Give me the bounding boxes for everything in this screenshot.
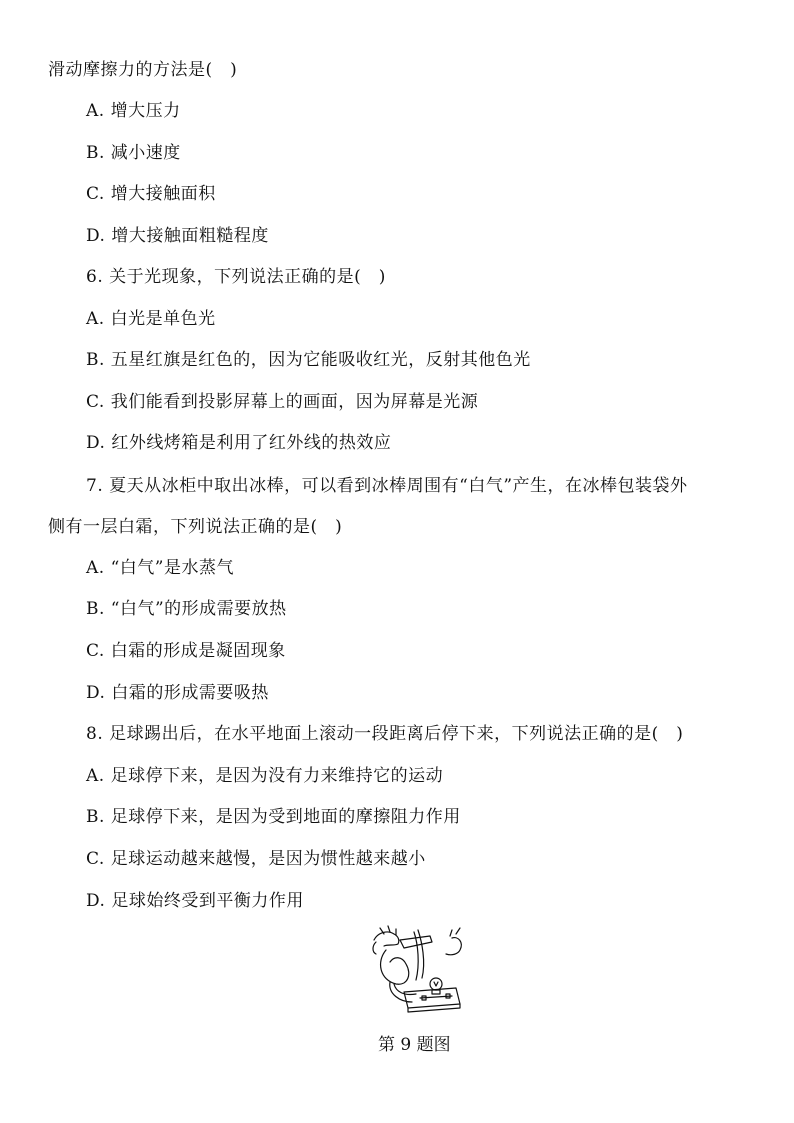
option-d: D. 红外线烤箱是利用了红外线的热效应: [86, 433, 392, 453]
option-b: B. 减小速度: [86, 143, 181, 163]
text-line: 侧有一层白霜，下列说法正确的是( ): [48, 517, 343, 537]
option-c: C. 我们能看到投影屏幕上的画面，因为屏幕是光源: [86, 392, 479, 412]
option-b: B. “白气”的形成需要放热: [86, 599, 287, 619]
option-a: A. 足球停下来，是因为没有力来维持它的运动: [86, 766, 444, 786]
option-b: B. 五星红旗是红色的，因为它能吸收红光，反射其他色光: [86, 350, 531, 370]
option-b: B. 足球停下来，是因为受到地面的摩擦阻力作用: [86, 807, 461, 827]
option-c: C. 足球运动越来越慢，是因为惯性越来越小: [86, 849, 426, 869]
option-a: A. 增大压力: [86, 101, 181, 121]
question-7: 7. 夏天从冰柜中取出冰棒，可以看到冰棒周围有“白气”产生，在冰棒包装袋外: [86, 476, 688, 496]
option-a: A. “白气”是水蒸气: [86, 558, 234, 578]
option-d: D. 足球始终受到平衡力作用: [86, 891, 304, 911]
option-c: C. 白霜的形成是凝固现象: [86, 641, 286, 661]
option-d: D. 白霜的形成需要吸热: [86, 683, 269, 703]
figure-caption: 第 9 题图: [378, 1035, 451, 1055]
text-line: 滑动摩擦力的方法是( ): [48, 60, 238, 80]
option-a: A. 白光是单色光: [86, 309, 216, 329]
option-c: C. 增大接触面积: [86, 184, 216, 204]
option-d: D. 增大接触面粗糙程度: [86, 226, 269, 246]
figure-hand-crank-generator: [360, 922, 470, 1022]
question-6: 6. 关于光现象，下列说法正确的是( ): [86, 267, 386, 287]
question-8: 8. 足球踢出后，在水平地面上滚动一段距离后停下来，下列说法正确的是( ): [86, 724, 684, 744]
